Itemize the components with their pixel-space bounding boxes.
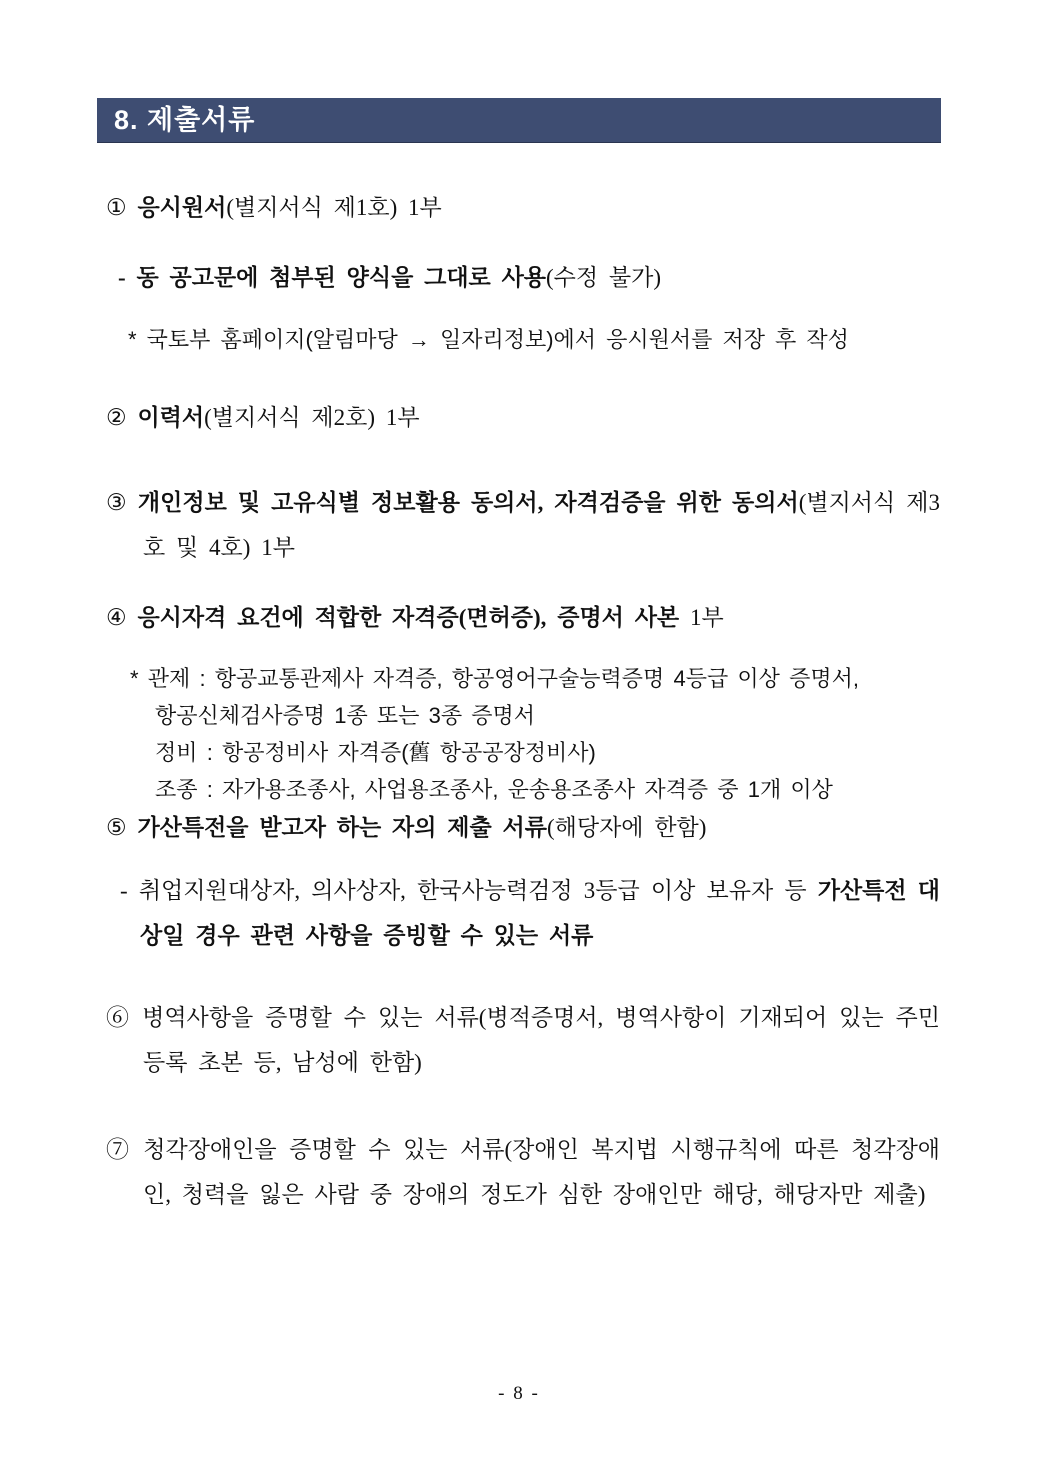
text-segment: 응시자격 요건에 적합한 자격증(면허증), 증명서 사본 xyxy=(137,605,680,630)
note-download-form xyxy=(128,325,940,355)
text-segment: * 국토부 홈페이지(알림마당 → 일자리정보)에서 응시원서를 저장 후 작성 xyxy=(128,327,849,352)
text-segment: 개인정보 및 고유식별 정보활용 동의서, 자격검증을 위한 동의서 xyxy=(137,490,799,515)
section-header-bar xyxy=(97,98,941,143)
submission-item-3 xyxy=(106,480,940,570)
text-segment: 정비 : 항공정비사 자격증(舊 항공공장정비사) xyxy=(155,740,596,765)
text-segment: 응시원서 xyxy=(137,195,227,220)
text-segment: 이력서 xyxy=(137,405,205,430)
text-segment: - 동 공고문에 첨부된 양식을 그대로 사용 xyxy=(118,265,547,290)
text-line xyxy=(106,480,941,570)
text-segment: ⑥ xyxy=(106,1005,143,1030)
submission-item-2 xyxy=(106,395,940,440)
sub-item-bonus-proof xyxy=(120,868,940,958)
text-segment: ⑤ xyxy=(106,815,138,840)
note-required-certificates xyxy=(130,660,940,808)
text-segment: ② xyxy=(106,405,138,430)
submission-item-6 xyxy=(106,995,940,1085)
sub-item-use-form xyxy=(118,255,940,300)
text-line xyxy=(118,255,940,300)
text-segment: ① xyxy=(106,195,138,220)
page-number: - 8 - xyxy=(498,1383,540,1404)
text-line xyxy=(106,995,940,1085)
text-segment: (별지서식 제1호) 1부 xyxy=(226,195,442,220)
text-segment: 항공신체검사증명 1종 또는 3종 증명서 xyxy=(155,703,536,728)
text-line xyxy=(130,660,940,697)
section-title: 8. 제출서류 xyxy=(114,105,256,135)
text-segment: 청각장애인을 증명할 수 있는 서류(장애인 복지법 시행규칙에 따른 청각장애인, 청력을 잃은 사람 중 장애의 정도가 심한 장애인만 해당, 해당자만 제출) xyxy=(143,1137,941,1207)
text-line xyxy=(120,868,940,958)
text-line xyxy=(106,395,940,440)
text-segment: (별지서식 제3호 및 4호) 1부 xyxy=(143,490,941,560)
text-line xyxy=(106,1127,941,1217)
text-line xyxy=(155,771,940,808)
text-line xyxy=(106,805,940,850)
submission-item-5 xyxy=(106,805,940,850)
text-segment: ⑦ xyxy=(106,1137,144,1162)
text-segment: (별지서식 제2호) 1부 xyxy=(204,405,420,430)
submission-item-1 xyxy=(106,185,940,230)
text-segment: 병역사항을 증명할 수 있는 서류(병적증명서, 병역사항이 기재되어 있는 주민등록 초본 등, 남성에 한함) xyxy=(142,1005,940,1075)
text-line xyxy=(155,734,940,771)
submission-item-7 xyxy=(106,1127,940,1217)
text-segment: ③ xyxy=(106,490,138,515)
text-segment: * 관제 : 항공교통관제사 자격증, 항공영어구술능력증명 4등급 이상 증명서, xyxy=(130,666,859,691)
submission-item-4 xyxy=(106,595,940,640)
text-line xyxy=(106,185,940,230)
text-segment: 1부 xyxy=(679,605,724,630)
text-segment: 가산특전 대상일 경우 관련 사항을 증빙할 수 있는 서류 xyxy=(140,878,940,948)
text-line xyxy=(106,595,940,640)
text-segment: (해당자에 한함) xyxy=(546,815,707,840)
text-segment: - 취업지원대상자, 의사상자, 한국사능력검정 3등급 이상 보유자 등 xyxy=(120,878,818,903)
text-line xyxy=(128,325,940,355)
text-line xyxy=(155,697,940,734)
text-segment: ④ xyxy=(106,605,138,630)
text-segment: 가산특전을 받고자 하는 자의 제출 서류 xyxy=(137,815,547,840)
text-segment: 조종 : 자가용조종사, 사업용조종사, 운송용조종사 자격증 중 1개 이상 xyxy=(155,777,833,802)
text-segment: (수정 불가) xyxy=(546,265,662,290)
